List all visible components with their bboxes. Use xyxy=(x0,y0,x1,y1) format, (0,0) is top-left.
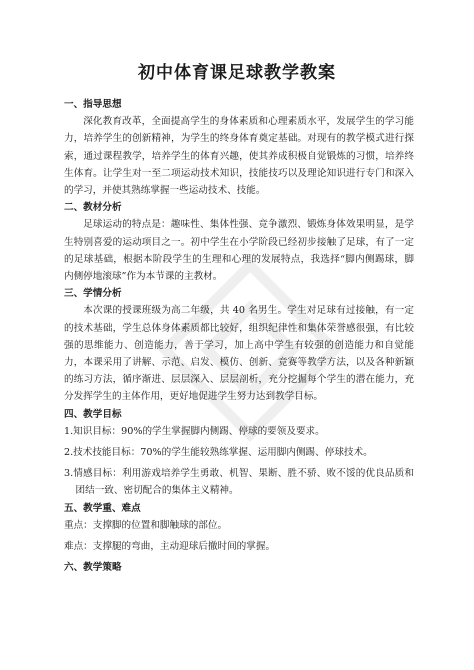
section-paragraph: 深化教育改革，全面提高学生的身体素质和心理素质水平，发展学生的学习能力，培养学生的创新精神，为学生的终身体育奠定基础。对现有的教学模式进行探索，通过课程教学，培养学生的体育兴趣，使其养成积极自觉锻炼的习惯，培养终生体育。让学生对一至二项运动技术知识，技能技巧以及理论知识进行专门和深入的学习，并使其熟练掌握一些运动技术、技能。 xyxy=(64,116,414,197)
document-body xyxy=(64,96,414,576)
section-heading: 二、教材分析 xyxy=(64,202,122,214)
key-point-item: 重点：支撑脚的位置和脚触球的部位。 xyxy=(64,519,228,531)
objective-item: 3.情感目标：利用游戏培养学生勇敢、机智、果断、胜不骄、败不馁的优良品质和团结一致、密切配合的集体主义精神。 xyxy=(64,468,414,497)
difficulty-item: 难点：支撑腿的弯曲，主动迎球后撤时间的掌握。 xyxy=(64,541,276,553)
section-heading: 四、教学目标 xyxy=(64,408,122,420)
section-heading: 一、指导思想 xyxy=(64,99,122,110)
section-paragraph: 足球运动的特点是：趣味性、集体性强、竞争激烈、锻炼身体效果明显，是学生特别喜爱的运动项目之一。初中学生在小学阶段已经初步接触了足球，有了一定的足球基础，根据本阶段学生的生理和心理的发展特点，我选择“脚内侧踢球，脚内侧停地滚球”作为本节课的主教材。 xyxy=(64,219,414,283)
section-paragraph: 本次课的授课班级为高二年级，共 40 名男生。学生对足球有过接触，有一定的技术基础，学生总体身体素质都比较好，组织纪律性和集体荣誉感很强，有比较强的思维能力、创造能力，善于学习，加上高中学生有较强的创造能力和自觉能力，本课采用了讲解、示范、启发、模仿、创新、竞赛等教学方法，以及各种新颖的练习方法，循序渐进、层层深入、层层剖析，充分挖掘每个学生的潜在能力，充分发挥学生的主体作用，更好地促进学生努力达到教学目标。 xyxy=(64,305,414,403)
section-heading: 三、学情分析 xyxy=(64,288,122,300)
section-heading: 六、教学策略 xyxy=(64,562,122,574)
objective-item: 2.技术技能目标：70%的学生能较熟练掌握、运用脚内侧踢、停球技术。 xyxy=(64,447,373,459)
objective-item: 1.知识目标：90%的学生掌握脚内侧踢、停球的要领及要求。 xyxy=(64,425,325,437)
document-title: 初中体育课足球教学教案 xyxy=(138,63,336,83)
section-heading: 五、教学重、难点 xyxy=(64,502,141,514)
